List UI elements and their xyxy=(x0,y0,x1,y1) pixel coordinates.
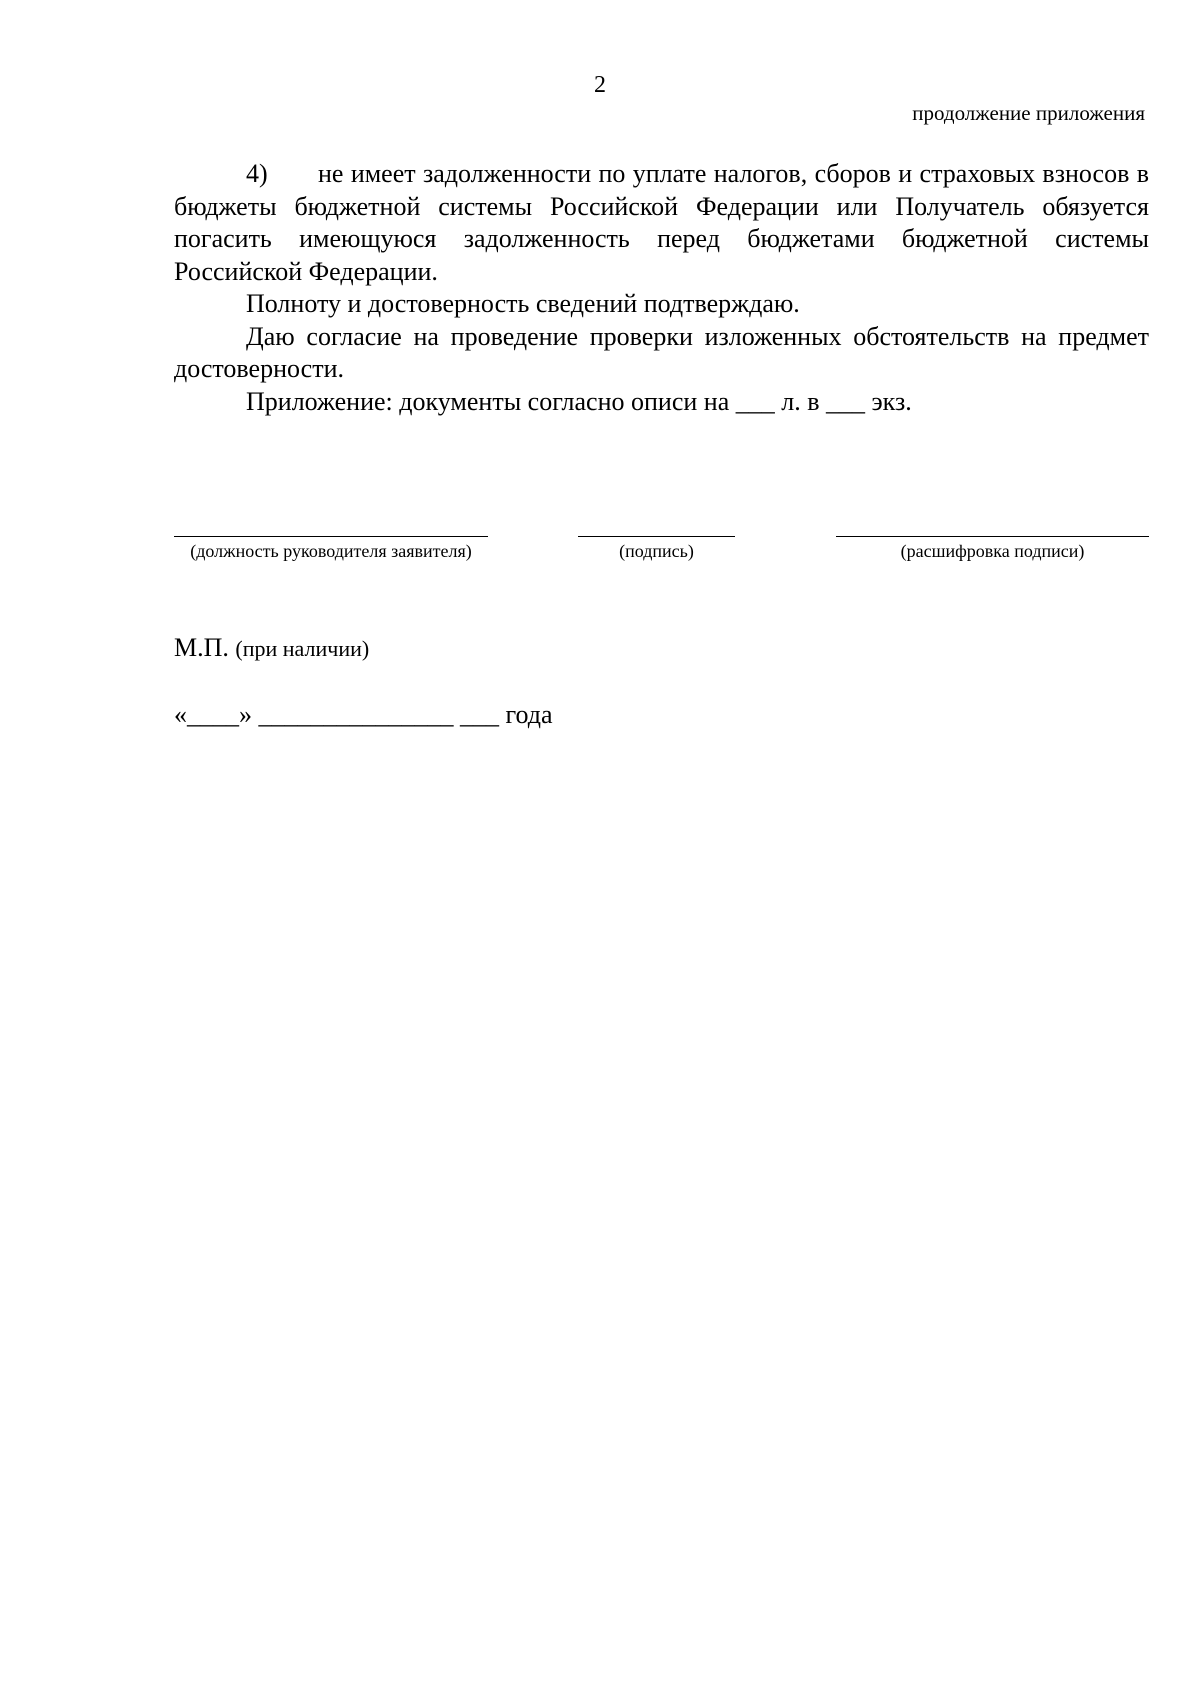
confirmation-paragraph: Полноту и достоверность сведений подтверждаю. xyxy=(246,289,800,318)
item-number: 4) xyxy=(246,159,268,188)
page-number: 2 xyxy=(594,72,606,98)
decryption-signature-block xyxy=(836,536,1149,563)
stamp-label: М.П. xyxy=(174,633,229,662)
item-paragraph xyxy=(174,158,1149,288)
attachment-paragraph: Приложение: документы согласно описи на ___ л. в ___ экз. xyxy=(246,386,912,416)
position-signature-block xyxy=(174,536,488,563)
position-caption: (должность руководителя заявителя) xyxy=(190,541,472,561)
decryption-line xyxy=(836,536,1149,537)
position-line xyxy=(174,536,488,537)
signature-caption: (подпись) xyxy=(619,541,694,561)
signature-line xyxy=(578,536,735,537)
signature-block xyxy=(578,536,735,563)
header-note: продолжение приложения xyxy=(912,101,1145,125)
decryption-caption: (расшифровка подписи) xyxy=(900,541,1085,561)
stamp-note: (при наличии) xyxy=(235,636,370,661)
consent-paragraph: Даю согласие на проведение проверки изложенных обстоятельств на предмет достоверности. xyxy=(174,321,1149,383)
date-line: «____» _______________ ___ года xyxy=(174,700,553,729)
stamp-line xyxy=(174,632,369,665)
document-body xyxy=(174,158,1149,418)
item-text: не имеет задолженности по уплате налогов, сборов и страховых взносов в бюджеты бюджетной системы Российской Федерации или Получатель обязуется погасить имеющуюся задолженность перед бюджетами бюджетной системы Российской Федерации. xyxy=(174,159,1149,286)
